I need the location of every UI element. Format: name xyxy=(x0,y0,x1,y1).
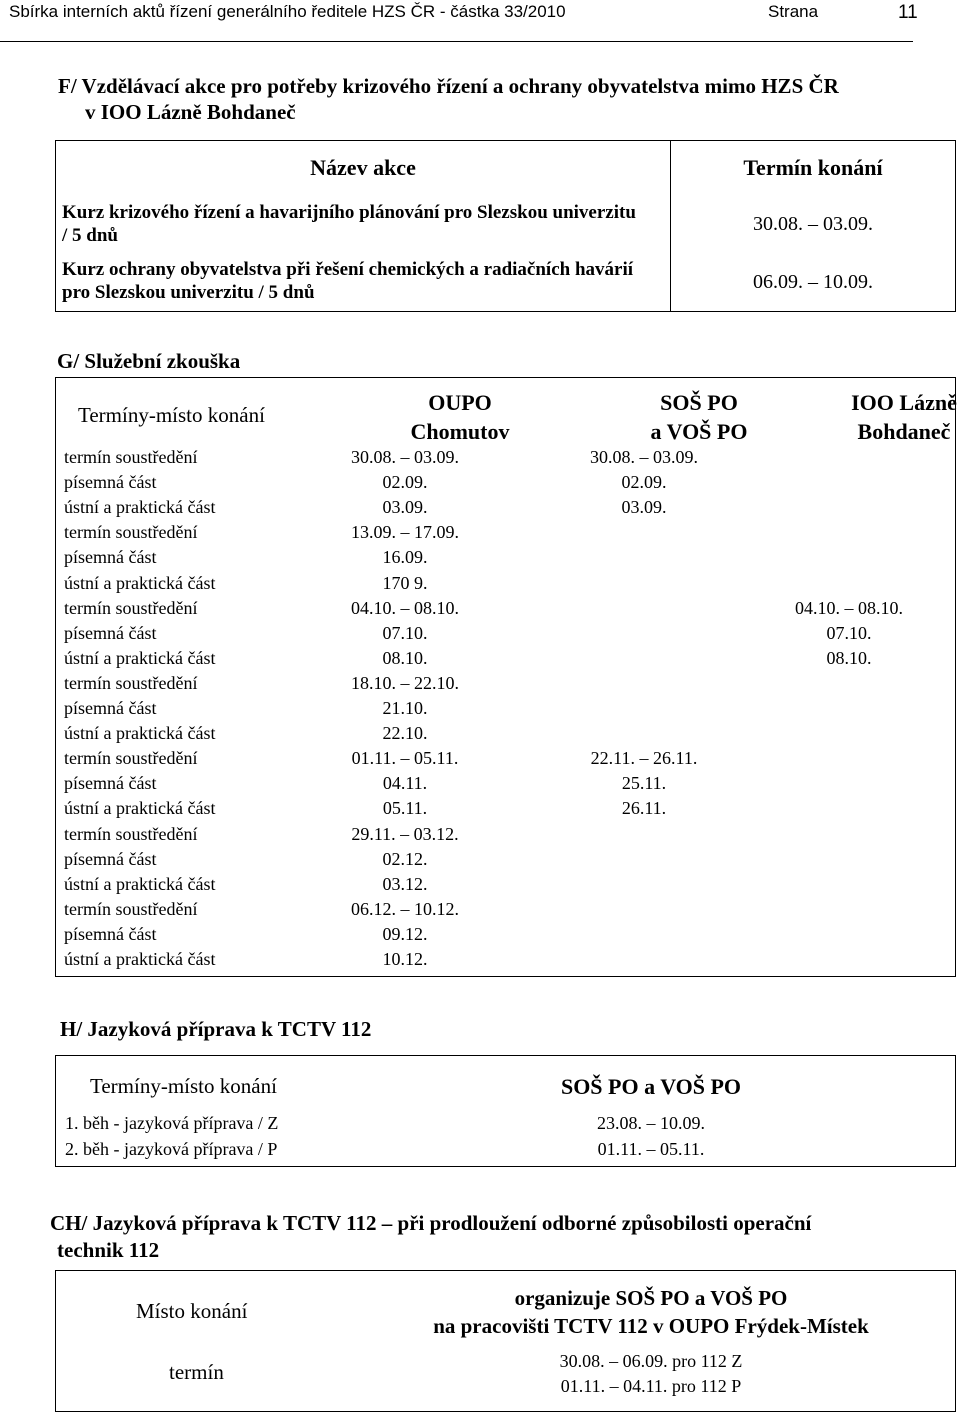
section-ch-col-place: Místo konání xyxy=(136,1299,248,1323)
section-g-row xyxy=(1,547,960,572)
section-h-row2-date: 01.11. – 05.11. xyxy=(597,1139,705,1159)
section-f-table xyxy=(55,140,956,312)
section-g-row xyxy=(1,623,960,648)
section-g-col3-line1: IOO Lázně xyxy=(851,390,957,415)
section-g-cell-c1: 18.10. – 22.10. xyxy=(351,672,459,693)
section-g-row xyxy=(1,447,960,472)
section-f-row1-name-line2: / 5 dnů xyxy=(62,225,118,246)
section-g-cell-c2: 02.09. xyxy=(621,472,667,493)
section-g-col1-line1: OUPO xyxy=(428,390,492,415)
section-g-row xyxy=(1,849,960,874)
section-g-cell-c1: 04.10. – 08.10. xyxy=(351,597,459,618)
section-g-row-label: písemná část xyxy=(64,698,157,718)
section-g-table xyxy=(55,377,956,977)
section-h-row1-date: 23.08. – 10.09. xyxy=(597,1113,705,1133)
section-f-row1-name-line1: Kurz krizového řízení a havarijního plánování pro Slezskou univerzitu xyxy=(62,202,636,223)
section-g-cell-c1: 21.10. xyxy=(382,698,428,718)
section-f-col-date: Termín konání xyxy=(743,155,883,180)
section-g-cell-c1: 04.11. xyxy=(382,773,428,794)
section-g-col3-line2: Bohdaneč xyxy=(857,419,951,444)
section-g-cell-c1: 06.12. – 10.12. xyxy=(351,898,459,919)
section-g-cell-c1: 05.11. xyxy=(382,798,428,819)
section-h-col-place: Termíny-místo konání xyxy=(90,1074,277,1098)
section-g-row-label: termín soustředění xyxy=(64,522,198,543)
section-g-cell-c1: 09.12. xyxy=(382,923,428,944)
section-g-row-label: písemná část xyxy=(64,923,157,944)
section-g-col1-line2: Chomutov xyxy=(410,419,510,444)
section-ch-title-line2: technik 112 xyxy=(57,1238,160,1262)
section-f-row2-name-line2: pro Slezskou univerzitu / 5 dnů xyxy=(62,282,315,303)
section-h-title: H/ Jazyková příprava k TCTV 112 xyxy=(60,1017,372,1041)
section-f-row1-date: 30.08. – 03.09. xyxy=(753,213,873,235)
section-g-cell-c1: 03.12. xyxy=(382,873,428,894)
section-g-row-label: ústní a praktická část xyxy=(64,949,216,969)
section-g-row-label: písemná část xyxy=(64,547,157,568)
section-g-cell-c1: 07.10. xyxy=(382,622,428,643)
header-divider xyxy=(0,41,913,42)
section-h-table xyxy=(55,1055,956,1167)
section-ch-date1: 30.08. – 06.09. pro 112 Z xyxy=(559,1351,743,1371)
section-g-row xyxy=(1,773,960,798)
section-g-cell-c1: 22.10. xyxy=(382,723,428,744)
section-g-row xyxy=(1,698,960,723)
section-g-title: G/ Služební zkouška xyxy=(57,349,241,373)
section-ch-table xyxy=(55,1270,956,1412)
section-g-row xyxy=(1,673,960,698)
section-g-row xyxy=(1,924,960,949)
section-g-cell-c3: 08.10. xyxy=(826,647,872,668)
section-g-row xyxy=(1,874,960,899)
section-ch-date2: 01.11. – 04.11. pro 112 P xyxy=(560,1376,742,1396)
section-g-cell-c1: 08.10. xyxy=(382,647,428,668)
section-g-cell-c2: 03.09. xyxy=(621,497,667,518)
section-g-row-label: ústní a praktická část xyxy=(64,497,216,518)
section-g-row-label: písemná část xyxy=(64,472,157,493)
section-g-row-label: termín soustředění xyxy=(64,748,198,769)
section-g-cell-c1: 30.08. – 03.09. xyxy=(351,447,459,467)
section-g-col-place: Termíny-místo konání xyxy=(78,403,265,427)
section-f-title-line1: F/ Vzdělávací akce pro potřeby krizového řízení a ochrany obyvatelstva mimo HZS ČR xyxy=(58,74,839,98)
section-g-row-label: termín soustředění xyxy=(64,672,198,693)
section-g-row xyxy=(1,648,960,673)
section-g-cell-c1: 13.09. – 17.09. xyxy=(351,522,459,543)
section-g-row xyxy=(1,824,960,849)
page-label: Strana xyxy=(768,2,819,21)
section-g-row-label: ústní a praktická část xyxy=(64,572,216,593)
section-f-title-line2: v IOO Lázně Bohdaneč xyxy=(85,100,296,124)
section-g-col2-line2: a VOŠ PO xyxy=(650,419,748,444)
section-f-row2-name-line1: Kurz ochrany obyvatelstva při řešení chemických a radiačních havárií xyxy=(62,259,634,280)
section-g-cell-c1: 02.12. xyxy=(382,848,428,869)
section-g-cell-c1: 170 9. xyxy=(382,572,428,593)
section-g-cell-c1: 03.09. xyxy=(382,497,428,518)
section-g-row-label: písemná část xyxy=(64,622,157,643)
section-g-col2-line1: SOŠ PO xyxy=(660,390,738,415)
section-g-cell-c1: 01.11. – 05.11. xyxy=(351,748,459,769)
section-g-row-label: ústní a praktická část xyxy=(64,723,216,744)
section-g-row xyxy=(1,748,960,773)
section-g-row xyxy=(1,472,960,497)
section-ch-org-line2: na pracovišti TCTV 112 v OUPO Frýdek-Místek xyxy=(433,1314,869,1338)
section-ch-org-line1: organizuje SOŠ PO a VOŠ PO xyxy=(514,1286,788,1310)
section-g-row xyxy=(1,798,960,823)
section-g-row-label: ústní a praktická část xyxy=(64,873,216,894)
section-g-cell-c1: 02.09. xyxy=(382,472,428,493)
section-g-row-label: termín soustředění xyxy=(64,597,198,618)
section-g-row-label: ústní a praktická část xyxy=(64,798,216,819)
section-g-cell-c1: 16.09. xyxy=(382,547,428,568)
section-g-row-label: termín soustředění xyxy=(64,823,198,844)
section-g-row xyxy=(1,899,960,924)
section-g-row-label: písemná část xyxy=(64,848,157,869)
section-g-cell-c2: 30.08. – 03.09. xyxy=(590,447,698,467)
section-g-row xyxy=(1,723,960,748)
section-f-col-name: Název akce xyxy=(310,155,416,180)
section-g-cell-c2: 25.11. xyxy=(621,773,667,794)
section-g-cell-c2: 26.11. xyxy=(621,798,667,819)
section-g-row xyxy=(1,573,960,598)
section-g-row xyxy=(1,497,960,522)
page-number: 11 xyxy=(898,2,918,23)
section-g-cell-c3: 07.10. xyxy=(826,622,872,643)
section-g-cell-c3: 04.10. – 08.10. xyxy=(795,597,903,618)
section-g-row xyxy=(1,949,960,974)
section-g-row xyxy=(1,598,960,623)
section-h-col-org: SOŠ PO a VOŠ PO xyxy=(560,1074,742,1099)
section-g-row-label: písemná část xyxy=(64,773,157,794)
section-f-row2-date: 06.09. – 10.09. xyxy=(753,271,873,293)
section-g-row-label: termín soustředění xyxy=(64,898,198,919)
section-g-row xyxy=(1,522,960,547)
header-title: Sbírka interních aktů řízení generálního ředitele HZS ČR - částka 33/2010 xyxy=(9,2,566,21)
section-g-cell-c1: 29.11. – 03.12. xyxy=(351,823,459,844)
section-ch-title-line1: CH/ Jazyková příprava k TCTV 112 – při prodloužení odborné způsobilosti operační xyxy=(50,1211,812,1235)
section-g-cell-c2: 22.11. – 26.11. xyxy=(590,748,698,769)
section-g-row-label: ústní a praktická část xyxy=(64,647,216,668)
section-ch-col-term: termín xyxy=(169,1360,224,1384)
section-h-row1-label: 1. běh - jazyková příprava / Z xyxy=(65,1113,279,1133)
section-h-row2-label: 2. běh - jazyková příprava / P xyxy=(65,1139,278,1159)
section-g-cell-c1: 10.12. xyxy=(382,949,428,969)
section-g-row-label: termín soustředění xyxy=(64,447,198,467)
